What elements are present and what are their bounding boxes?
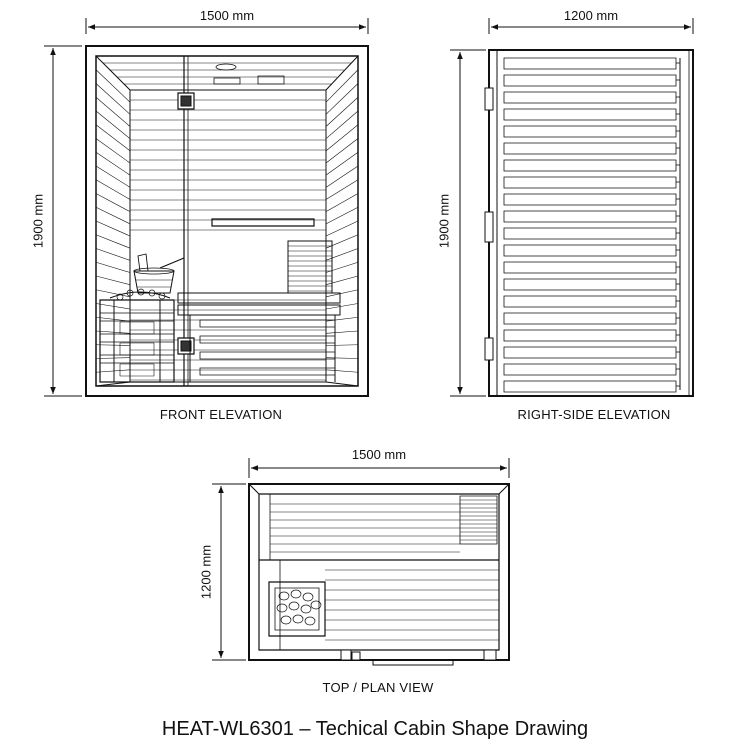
sauna-bucket [134,254,184,293]
side-hinge-bottom [485,338,493,360]
plan-view-title: TOP / PLAN VIEW [322,680,434,695]
backrest [288,241,332,293]
plan-view [212,458,509,665]
front-inner-frame [96,56,358,386]
ceiling-planks [103,63,351,84]
side-height-label: 1900 mm [436,193,452,249]
side-outer-frame [489,50,693,396]
side-elevation [450,18,693,396]
sauna-heater [100,289,174,382]
side-hinge-top [485,88,493,110]
plan-height-dimension [212,484,246,660]
ceiling-vent [214,78,240,84]
front-elevation [44,18,368,396]
front-height-label: 1900 mm [30,193,46,249]
plan-door [341,650,496,665]
plan-inner-frame [259,494,499,650]
back-wall-planks [130,100,326,380]
left-wall-planks [96,70,130,373]
front-back-wall [130,90,326,382]
plan-heater [269,582,325,636]
side-width-label: 1200 mm [563,8,619,23]
side-hinge-mid [485,212,493,242]
front-elevation-title: FRONT ELEVATION [159,407,283,422]
ceiling-light [216,64,236,70]
drawing-caption: HEAT-WL6301 – Techical Cabin Shape Drawing [161,718,589,740]
plan-outer-frame [249,484,509,660]
side-height-dimension [450,50,486,396]
front-width-label: 1500 mm [199,8,255,23]
bench [178,293,340,382]
lower-bench-slats [325,570,499,640]
plan-width-label: 1500 mm [351,447,407,462]
side-elevation-title: RIGHT-SIDE ELEVATION [517,407,671,422]
front-height-dimension [44,46,82,396]
plan-height-label: 1200 mm [198,544,214,600]
upper-bench-slats [270,504,460,552]
side-wall-slats [504,58,680,392]
